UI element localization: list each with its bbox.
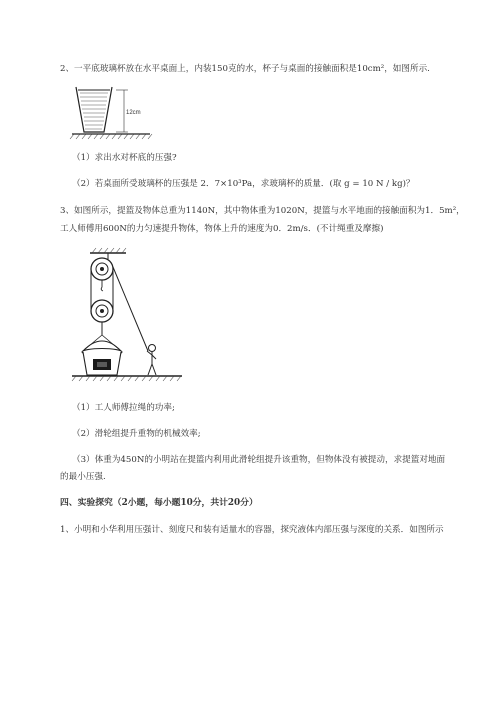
problem3-question1: （1）工人师傅拉绳的功率; <box>72 403 175 413</box>
problem3-question2: （2）滑轮组提升重物的机械效率; <box>72 429 201 439</box>
height-label: 12cm <box>126 110 141 116</box>
problem2-question2: （2）若桌面所受玻璃杯的压强是 2．7×10³Pa，求玻璃杯的质量．(取 g = 10 N / kg)？ <box>72 179 415 189</box>
problem2-stem: 2、一平底玻璃杯放在水平桌面上，内装150克的水，杯子与桌面的接触面积是10cm²，如图所示. <box>60 64 430 74</box>
problem3-stem-line1: 3、如图所示，提篮及物体总重为1140N，其中物体重为1020N，提篮与水平地面的接触面积为1．5m²， <box>60 206 465 216</box>
problem3-question3-line2: 的最小压强. <box>60 472 106 482</box>
section4-heading: 四、实验探究（2小题，每小题10分，共计20分） <box>60 498 258 508</box>
problem3-stem-line2: 工人师傅用600N的力匀速提升物体，物体上升的速度为0．2m/s．(不计绳重及摩擦) <box>60 224 384 234</box>
section4-problem1-stem: 1、小明和小华利用压强计、刻度尺和装有适量水的容器，探究液体内部压强与深度的关系．如图所示 <box>60 525 444 535</box>
pulley-system-figure <box>70 247 190 387</box>
problem3-question3-line1: （3）体重为450N的小明站在提篮内利用此滑轮组提升该重物，但物体没有被提动，求提篮对地面 <box>72 455 446 465</box>
problem2-question1: （1）求出水对杯底的压强? <box>72 153 177 163</box>
glass-cup-figure <box>72 84 162 140</box>
